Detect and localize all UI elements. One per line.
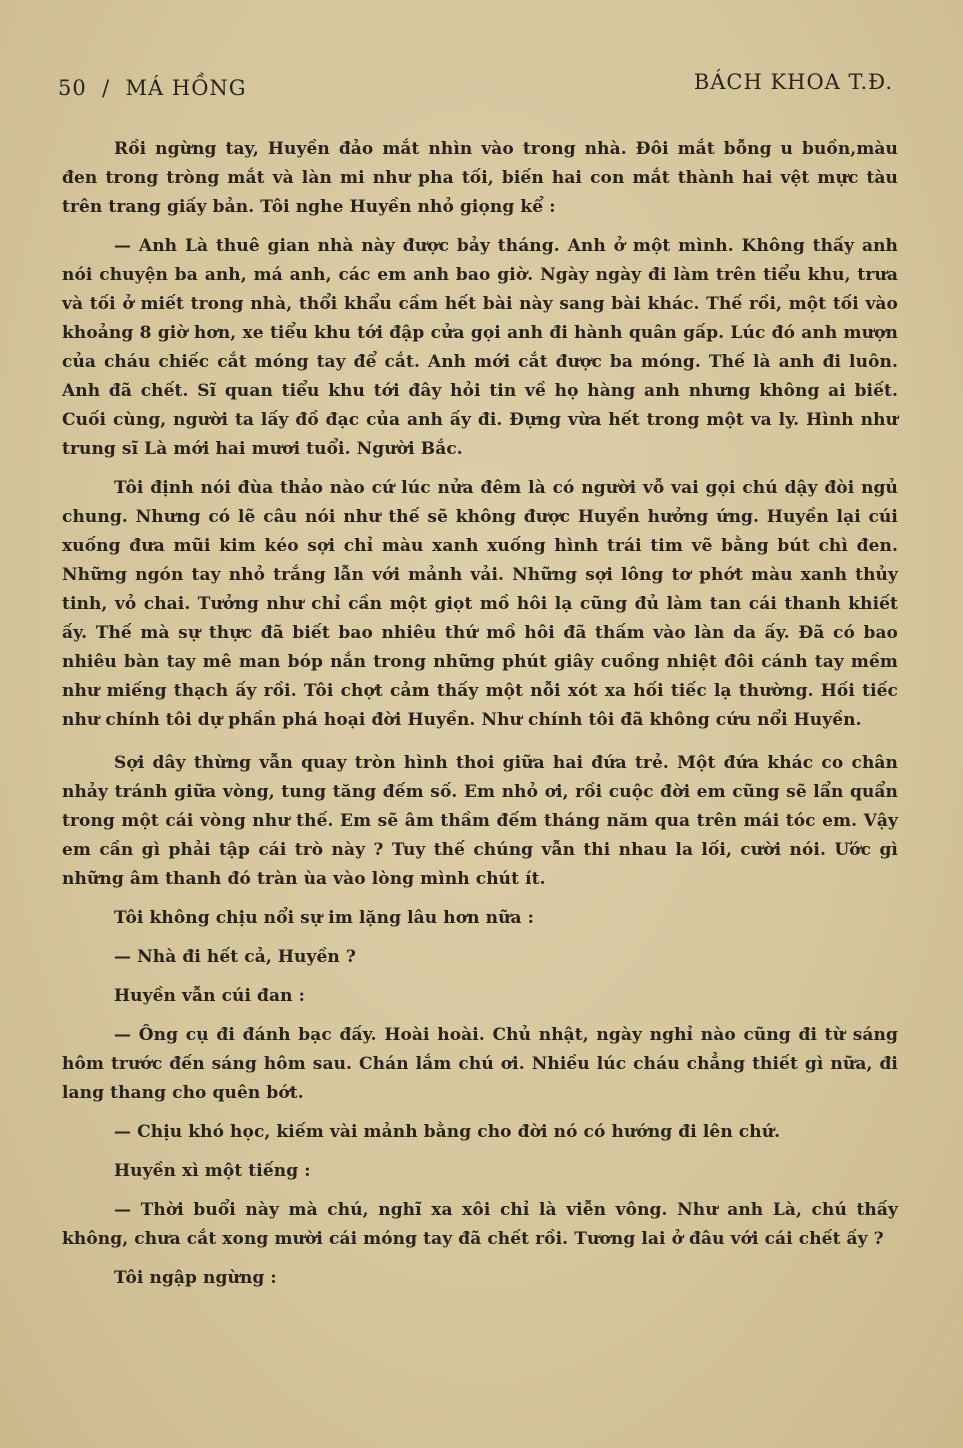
paragraph: — Nhà đi hết cả, Huyền ?: [114, 947, 356, 967]
page-number: 50: [58, 76, 87, 100]
paragraph: Sợi dây thừng vẫn quay tròn hình thoi giữa hai đứa trẻ. Một đứa khác co chân nhảy tránh giữa vòng, tung tăng đếm số. Em nhỏ ơi, rồi cuộc đời em cũng sẽ lẩn quẩn trong một cái vòng như thế. Em sẽ âm thầm đếm tháng năm qua trên mái tóc em. Vậy em cần gì phải tập cái trò này ? Tuy thế chúng vẫn thi nhau la lối, cười nói. Ước gì những âm thanh đó tràn ùa vào lòng mình chút ít.: [62, 753, 898, 889]
magazine-name: BÁCH KHOA T.Đ.: [693, 70, 893, 94]
paragraph: Huyền xì một tiếng :: [114, 1161, 311, 1181]
paragraph: Tôi không chịu nổi sự im lặng lâu hơn nữa :: [114, 908, 535, 928]
paragraph: — Chịu khó học, kiếm vài mảnh bằng cho đời nó có hướng đi lên chứ.: [114, 1122, 781, 1142]
paragraph: Tôi ngập ngừng :: [114, 1268, 277, 1288]
article-title: MÁ HỒNG: [125, 76, 247, 100]
paragraph: — Thời buổi này mà chú, nghĩ xa xôi chỉ là viễn vông. Như anh Là, chú thấy không, chưa cắt xong mười cái móng tay đã chết rồi. Tương lai ở đâu với cái chết ấy ?: [62, 1200, 898, 1249]
header-separator: /: [102, 76, 111, 100]
paragraph: Rồi ngừng tay, Huyền đảo mắt nhìn vào trong nhà. Đôi mắt bỗng u buồn,màu đen trong tròng mắt và làn mi như pha tối, biến hai con mắt thành hai vệt mực tàu trên trang giấy bản. Tôi nghe Huyền nhỏ giọng kể :: [62, 139, 898, 217]
paragraph: — Anh Là thuê gian nhà này được bảy tháng. Anh ở một mình. Không thấy anh nói chuyện ba anh, má anh, các em anh bao giờ. Ngày ngày đi làm trên tiểu khu, trưa và tối ở miết trong nhà, thổi khẩu cầm hết bài này sang bài khác. Thế rồi, một tối vào khoảng 8 giờ hơn, xe tiểu khu tới đập cửa gọi anh đi hành quân gấp. Lúc đó anh mượn của cháu chiếc cắt móng tay để cắt. Anh mới cắt được ba móng. Thế là anh đi luôn. Anh đã chết. Sĩ quan tiểu khu tới đây hỏi tin về họ hàng anh nhưng không ai biết. Cuối cùng, người ta lấy đồ đạc của anh ấy đi. Đựng vừa hết trong một va ly. Hình như trung sĩ Là mới hai mươi tuổi. Người Bắc.: [62, 236, 898, 459]
body-text: [62, 135, 898, 1293]
page-header-left: [58, 76, 247, 100]
page-header: [58, 70, 893, 108]
paragraph: Huyền vẫn cúi đan :: [114, 986, 306, 1006]
paragraph: Tôi định nói đùa thảo nào cứ lúc nửa đêm là có người vỗ vai gọi chú dậy đòi ngủ chung. Nhưng có lẽ câu nói như thế sẽ không được Huyền hưởng ứng. Huyền lại cúi xuống đưa mũi kim kéo sợi chỉ màu xanh xuống hình trái tim vẽ bằng bút chì đen. Những ngón tay nhỏ trắng lẫn với mảnh vải. Những sợi lông tơ phớt màu xanh thủy tinh, vỏ chai. Tưởng như chỉ cần một giọt mồ hôi lạ cũng đủ làm tan cái thanh khiết ấy. Thế mà sự thực đã biết bao nhiêu thứ mồ hôi đã thấm vào làn da ấy. Đã có bao nhiêu bàn tay mê man bóp nắn trong những phút giây cuồng nhiệt đôi cánh tay mềm như miếng thạch ấy rồi. Tôi chợt cảm thấy một nỗi xót xa hối tiếc lạ thường. Hối tiếc như chính tôi dự phần phá hoại đời Huyền. Như chính tôi đã không cứu nổi Huyền.: [62, 478, 898, 730]
paragraph: — Ông cụ đi đánh bạc đấy. Hoài hoài. Chủ nhật, ngày nghỉ nào cũng đi từ sáng hôm trước đến sáng hôm sau. Chán lắm chú ơi. Nhiều lúc cháu chẳng thiết gì nữa, đi lang thang cho quên bớt.: [62, 1025, 898, 1103]
